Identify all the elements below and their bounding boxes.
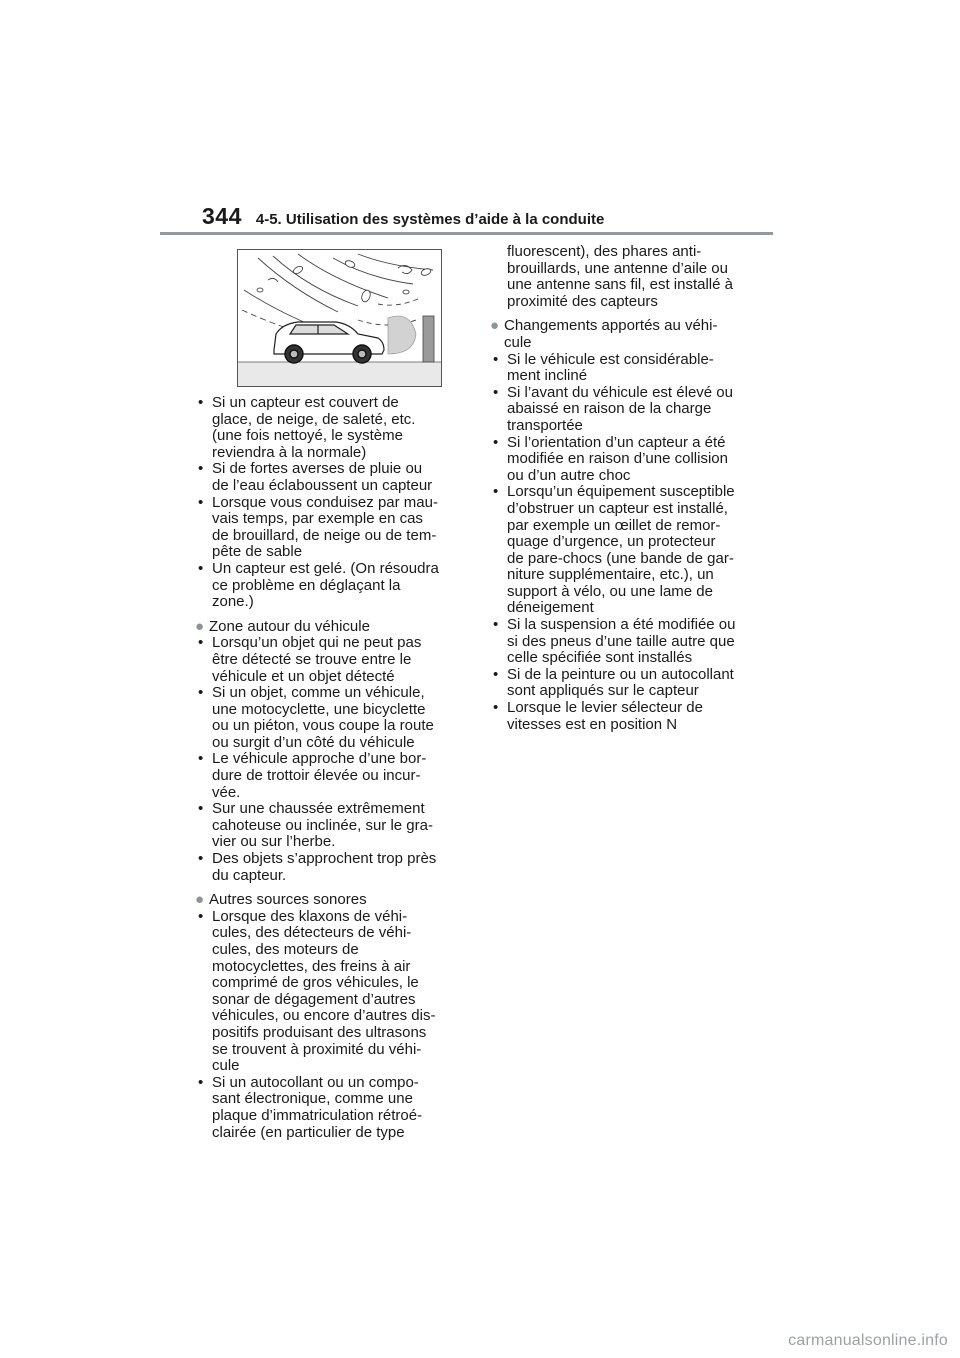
bullet-item: • Sur une chaussée extrêmement cahoteuse ou inclinée, sur le gra- vier ou sur l’herbe. [198,800,433,851]
bullet-circle-icon: ● [195,891,205,909]
page-number: 344 [202,203,242,229]
storm-car-illustration [238,250,441,386]
bullet-item: • Lorsque des klaxons de véhi- cules, des détecteurs de véhi- cules, des moteurs de motocyclettes, des freins à air comprimé de gros véhicules, le sonar de dégagement d’autres véhicules, ou encore d’autres dis- positifs produisant des ultrasons se trouvent à proximité du véhi- cule [198,907,436,1075]
bullet-item: • Si la suspension a été modifiée ou si des pneus d’une taille autre que celle spécifiée sont installés [493,616,736,667]
bullet-item: • Lorsque vous conduisez par mau- vais temps, par exemple en cas de brouillard, de neige ou de tem- pête de sable [198,493,438,561]
bullet-item: • Si le véhicule est considérable- ment incliné [493,350,714,385]
section-heading: ● Zone autour du véhicule [195,617,370,635]
continuation-text: fluorescent), des phares anti- brouillards, une antenne d’aile ou une antenne sans fil, est installé à proximité des capteurs [507,243,733,310]
bullet-item: • Des objets s’approchent trop près du capteur. [198,850,437,884]
header-rule [160,232,773,235]
section-zone [195,619,480,885]
section-title: 4-5. Utilisation des systèmes d’aide à la conduite [255,211,605,228]
vehicle-illustration [237,249,442,387]
bullet-item: • Un capteur est gelé. (On résoudra ce problème en déglaçant la zone.) [198,559,439,611]
bullet-item: • Le véhicule approche d’une bor- dure de trottoir élevée ou incur- vée. [198,750,427,801]
section-heading: ● Autres sources sonores [195,891,367,909]
watermark: carmanualsonline.info [788,1332,948,1349]
bullet-circle-icon: ● [490,317,500,335]
left-column [195,395,480,1149]
section-heading: ● Changements apportés au véhi- [490,317,718,335]
bullet-circle-icon: ● [195,617,205,635]
bullet-item: • Si de la peinture ou un autocollant sont appliqués sur le capteur [493,665,734,700]
bullet-list-intro [195,395,480,611]
bullet-item: • Si l’orientation d’un capteur a été modifiée en raison d’une collision ou d’un autre choc [493,433,728,484]
bullet-item: • Si un autocollant ou un compo- sant électronique, comme une plaque d’immatriculation rétroé- clairée (en particulier de type [198,1073,423,1141]
right-column [490,244,760,741]
bullet-item: • Lorsqu’un objet qui ne peut pas être détecté se trouve entre le véhicule et un objet détecté [198,634,422,685]
bullet-item: • Lorsqu’un équipement susceptible d’obstruer un capteur est installé, par exemple un œillet de remor- quage d’urgence, un protecteur de pare-chocs (une bande de gar- niture supplémentaire, etc.), un support à vélo, ou une lame de déneigement [493,483,735,617]
bullet-item: • Si de fortes averses de pluie ou de l’eau éclaboussent un capteur [198,460,433,494]
bullet-item: • Si un objet, comme un véhicule, une motocyclette, une bicyclette ou un piéton, vous coupe la route ou surgit d’un côté du véhicule [198,684,434,751]
bullet-item: • Si l’avant du véhicule est élevé ou abaissé en raison de la charge transportée [493,383,733,434]
bullet-item: • Si un capteur est couvert de glace, de neige, de saleté, etc. (une fois nettoyé, le système reviendra à la normale) [198,394,416,461]
bullet-item: • Lorsque le levier sélecteur de vitesses est en position N [493,699,703,733]
section-changes: ● Changements apportés au véhi- cule • Si le véhicule est considérable- ment incliné • Si l’avant du véhicule est élevé ou abaissé en raison de la charge transportée • Si l’orientation d’un capteur a été modifiée en raison d’une collision ou d’un autre choc • Lorsqu’un équipement susceptible d’obstruer un capteur est installé, par exemple un œillet de remor- quage d’urgence, un protecteur de pare-chocs (une bande de gar- niture supplémentaire, etc.), un support à vélo, ou une lame de déneigement • Si la suspension a été modifiée ou si des pneus d’une taille autre que celle spécifiée sont installés • Si de la peinture ou un autocollant sont appliqués sur le capteur • Lorsque le levier sélecteur de vitesses est en position N [490,318,760,733]
section-sound [195,892,480,1141]
page-header [202,203,604,230]
